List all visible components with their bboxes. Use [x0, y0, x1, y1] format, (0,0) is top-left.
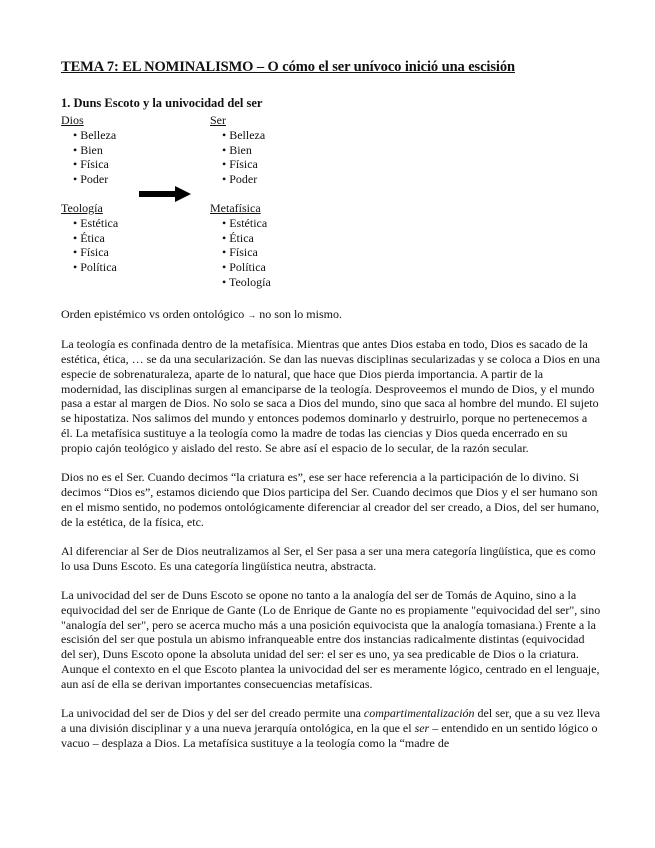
left-column — [61, 113, 118, 275]
paragraph: La teología es confinada dentro de la metafísica. Mientras que antes Dios estaba en todo, Dios es sacado de la estética, ética, … se da una secularización. Se dan las nuevas disciplinas secularizadas y se coloca a Dios en una especie de sobrenaturaleza, aparte de lo natural, que hace que Dios pierda importancia. A partir de la modernidad, las disciplinas surgen al emanciparse de la teología. Desproveemos el mundo de Dios, y el mundo pasa a estar al margen de Dios. No solo se saca a Dios del mundo, sino que saca al hombre del mundo. El sujeto se hipostatiza. Nos salimos del mundo y entonces podemos dominarlo y destruirlo, porque no pertenecemos a él. La metafísica sustituye a la teología como la madre de todas las ciencias y Dios queda encerrado en su propio cajón teológico y aislado del resto. Se abre así el espacio de lo secular, de la razón secular. — [61, 337, 601, 455]
list-item: • Física — [222, 245, 271, 260]
emphasis: ser — [414, 720, 430, 735]
right-list-ser — [210, 128, 271, 187]
list-item: • Política — [222, 260, 271, 275]
list-item: • Física — [73, 157, 118, 172]
list-item: • Estética — [73, 216, 118, 231]
list-item: • Poder — [73, 172, 118, 187]
paragraph: La univocidad del ser de Duns Escoto se opone no tanto a la analogía del ser de Tomás de Aquino, sino a la equivocidad del ser de Enrique de Gante (Lo de Enrique de Gante no es propiamente "equivocidad del ser", sino "analogía del ser", pero se acerca mucho más a una posición equivocista que la analogía tomasiana.) Frente a la escisión del ser que postula un abismo infranqueable entre dos instancias radicalmente distintas (equivocidad del ser), Duns Escoto opone la absoluta unidad del ser: el ser es uno, ya sea predicable de Dios o la criatura. Aunque el contexto en el que Escoto plantea la univocidad del ser es meramente lógico, centrado en el lenguaje, aun así de ella se derivan importantes consecuencias metafísicas. — [61, 587, 601, 691]
list-item: • Ética — [222, 231, 271, 246]
left-head-teologia: Teología — [61, 200, 103, 215]
orden-line: Orden epistémico vs orden ontológico → no son lo mismo. — [61, 307, 342, 321]
paragraph: Al diferenciar al Ser de Dios neutralizamos al Ser, el Ser pasa a ser una mera categoría lingüística, que es como lo usa Duns Escoto. Es una categoría lingüística neutra, abstracta. — [61, 543, 596, 573]
section-heading: 1. Duns Escoto y la univocidad del ser — [61, 96, 263, 110]
list-item: • Política — [73, 260, 118, 275]
right-arrow-icon — [139, 186, 191, 202]
left-list-teologia — [61, 216, 118, 275]
list-item: • Física — [222, 157, 271, 172]
paragraph: La univocidad del ser de Dios y del ser del creado permite una compartimentalización del ser, que a su vez lleva a una división disciplinar y a una nueva jerarquía ontológica, en la que el ser – entendido en un sentido lógico o vacuo – desplaza a Dios. La metafísica sustituye a la teología como la “madre de — [61, 706, 601, 750]
right-head-metafisica: Metafísica — [210, 200, 261, 215]
list-item: • Ética — [73, 231, 118, 246]
right-list-metafisica — [210, 216, 271, 290]
list-item: • Poder — [222, 172, 271, 187]
paragraph: Dios no es el Ser. Cuando decimos “la criatura es”, ese ser hace referencia a la participación de lo divino. Si decimos “Dios es”, estamos diciendo que Dios participa del Ser. Cuando decimos que Dios y el ser humano son en el mismo sentido, no podemos ontológicamente diferenciar al creador del ser creado, a Dios, del ser humano, de la estética, de la física, etc. — [61, 470, 600, 529]
list-item: • Bien — [73, 143, 118, 158]
list-item: • Bien — [222, 143, 271, 158]
comparison-columns — [61, 113, 601, 303]
list-item: • Estética — [222, 216, 271, 231]
small-arrow-icon: → — [247, 310, 257, 320]
list-item: • Física — [73, 245, 118, 260]
list-item: • Teología — [222, 275, 271, 290]
list-item: • Belleza — [73, 128, 118, 143]
page-title: TEMA 7: EL NOMINALISMO – O cómo el ser unívoco inició una escisión — [61, 59, 515, 75]
right-head-ser: Ser — [210, 113, 226, 127]
list-item: • Belleza — [222, 128, 271, 143]
right-column — [210, 113, 271, 290]
emphasis: compartimentalización — [363, 706, 475, 721]
document-page — [61, 58, 601, 765]
left-list-dios — [61, 128, 118, 187]
left-head-dios: Dios — [61, 113, 84, 127]
